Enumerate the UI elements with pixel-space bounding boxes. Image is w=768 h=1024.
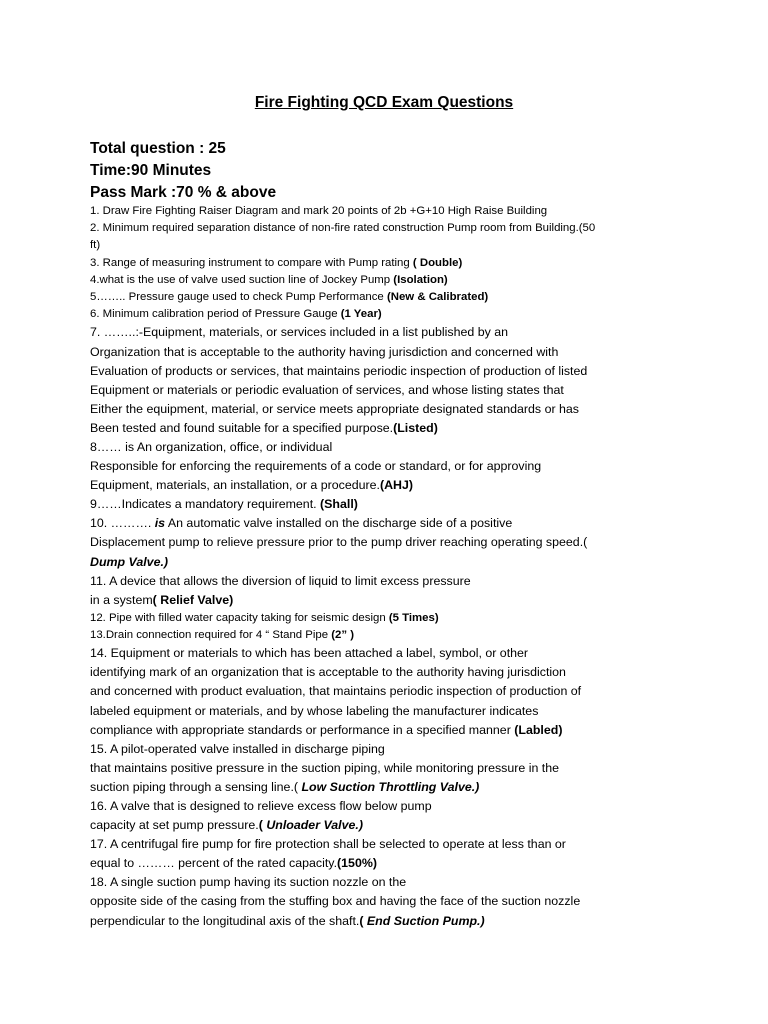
question-line	[90, 553, 690, 572]
question-list	[90, 203, 690, 931]
question-line	[90, 306, 690, 323]
question-text: 15. A pilot-operated valve installed in discharge piping	[90, 741, 385, 756]
answer-text: (Shall)	[320, 497, 358, 512]
exam-time: Time:90 Minutes	[90, 162, 212, 179]
answer-text: End Suction Pump.)	[366, 913, 485, 928]
question-line	[90, 663, 690, 682]
answer-text: (Labled)	[514, 722, 563, 737]
question-line	[90, 514, 690, 533]
question-text: 3. Range of measuring instrument to compare with Pump rating	[90, 256, 413, 269]
question-text: Evaluation of products or services, that maintains periodic inspection of production of listed	[90, 363, 588, 378]
pass-mark: Pass Mark :70 % & above	[90, 184, 277, 201]
question-text: 17. A centrifugal fire pump for fire protection shall be selected to operate at less than or	[90, 837, 566, 852]
question-line	[90, 362, 690, 381]
answer-text: (150%)	[337, 856, 377, 871]
question-text: in a system	[90, 592, 153, 607]
question-line	[90, 289, 690, 306]
question-text: 13.Drain connection required for 4 “ Stand Pipe	[90, 629, 332, 642]
question-text: that maintains positive pressure in the suction piping, while monitoring pressure in the	[90, 760, 560, 775]
question-text: perpendicular to the longitudinal axis of the shaft.	[90, 913, 360, 928]
question-line	[90, 740, 690, 759]
question-line	[90, 323, 690, 342]
question-line	[90, 381, 690, 400]
question-line	[90, 610, 690, 627]
question-text: 9……Indicates a mandatory requirement.	[90, 497, 321, 512]
answer-text: Unloader Valve.)	[266, 818, 363, 833]
question-text: labeled equipment or materials, and by whose labeling the manufacturer indicates	[90, 703, 539, 718]
question-line	[90, 591, 690, 610]
answer-text: ( Double)	[412, 256, 463, 269]
answer-text: (5 Times)	[388, 611, 439, 624]
question-line	[90, 892, 690, 911]
question-line	[90, 644, 690, 663]
question-text: 14. Equipment or materials to which has been attached a label, symbol, or other	[90, 646, 529, 661]
answer-text: (New & Calibrated)	[386, 291, 489, 304]
question-text: 1. Draw Fire Fighting Raiser Diagram and mark 20 points of 2b +G+10 High Raise Building	[90, 205, 548, 217]
question-line	[90, 816, 690, 835]
question-text: Either the equipment, material, or service meets appropriate designated standards or has	[90, 401, 580, 416]
question-line	[90, 255, 690, 272]
question-text: ft)	[90, 239, 101, 252]
question-text: capacity at set pump pressure.	[90, 818, 259, 833]
answer-text: (AHJ)	[379, 478, 414, 493]
answer-text: (	[359, 913, 367, 928]
answer-text: (Isolation)	[393, 273, 448, 286]
answer-text: Low Suction Throttling Valve.)	[301, 779, 480, 794]
question-text: equal to ……… percent of the rated capacity.	[90, 856, 338, 871]
total-question: Total question : 25	[90, 140, 226, 157]
answer-text: ( Relief Valve)	[152, 592, 234, 607]
question-line	[90, 797, 690, 816]
question-line	[90, 873, 690, 892]
question-text: 5…….. Pressure gauge used to check Pump Performance	[90, 291, 387, 304]
question-line	[90, 495, 690, 514]
document-title: Fire Fighting QCD Exam Questions	[254, 94, 514, 111]
question-line	[90, 457, 690, 476]
question-text: 7. ……..:-Equipment, materials, or services included in a list published by an	[90, 325, 509, 340]
question-text: 18. A single suction pump having its suction nozzle on the	[90, 875, 407, 890]
answer-text: (1 Year)	[340, 308, 382, 321]
question-text: and concerned with product evaluation, that maintains periodic inspection of production of	[90, 684, 582, 699]
question-line	[90, 759, 690, 778]
answer-text: (2” )	[331, 629, 355, 642]
question-line	[90, 476, 690, 495]
question-text: 11. A device that allows the diversion of liquid to limit excess pressure	[90, 573, 471, 588]
answer-text: (Listed)	[393, 420, 438, 435]
question-line	[90, 682, 690, 701]
question-text: opposite side of the casing from the stuffing box and having the face of the suction nozzle	[90, 894, 581, 909]
question-text: suction piping through a sensing line.(	[90, 779, 302, 794]
question-text: 4.what is the use of valve used suction line of Jockey Pump	[90, 273, 394, 286]
question-line	[90, 627, 690, 644]
question-line	[90, 343, 690, 362]
question-line	[90, 220, 690, 237]
question-text: Equipment or materials or periodic evaluation of services, and whose listing states that	[90, 382, 564, 397]
question-text: Been tested and found suitable for a specified purpose.	[90, 420, 394, 435]
question-line	[90, 400, 690, 419]
question-line	[90, 572, 690, 591]
question-text: 16. A valve that is designed to relieve excess flow below pump	[90, 798, 432, 813]
question-line	[90, 203, 690, 220]
question-text: compliance with appropriate standards or performance in a specified manner	[90, 722, 515, 737]
question-line	[90, 419, 690, 438]
question-text: 8…… is An organization, office, or individual	[90, 439, 333, 454]
answer-text: Dump Valve.)	[90, 554, 169, 569]
question-text: Displacement pump to relieve pressure prior to the pump driver reaching operating speed.(	[90, 535, 588, 550]
question-text: Organization that is acceptable to the authority having jurisdiction and concerned with	[90, 344, 559, 359]
answer-text: (	[258, 818, 267, 833]
question-line	[90, 721, 690, 740]
question-line	[90, 835, 690, 854]
question-text: 10. ……….	[90, 516, 155, 531]
question-text: identifying mark of an organization that is acceptable to the authority having jurisdiction	[90, 665, 566, 680]
question-text: An automatic valve installed on the discharge side of a positive	[165, 516, 513, 531]
question-text: Equipment, materials, an installation, or a procedure.	[90, 478, 380, 493]
question-line	[90, 237, 690, 254]
question-line	[90, 438, 690, 457]
question-line	[90, 272, 690, 289]
question-line	[90, 702, 690, 721]
question-text: 6. Minimum calibration period of Pressure Gauge	[90, 308, 341, 321]
answer-text: is	[154, 516, 166, 531]
question-line	[90, 533, 690, 552]
question-line	[90, 778, 690, 797]
question-text: 2. Minimum required separation distance of non-fire rated construction Pump room from Building.(50	[90, 222, 596, 235]
question-text: 12. Pipe with filled water capacity taking for seismic design	[90, 611, 389, 624]
question-line	[90, 854, 690, 873]
question-text: Responsible for enforcing the requirements of a code or standard, or for approving	[90, 459, 542, 474]
question-line	[90, 912, 690, 931]
